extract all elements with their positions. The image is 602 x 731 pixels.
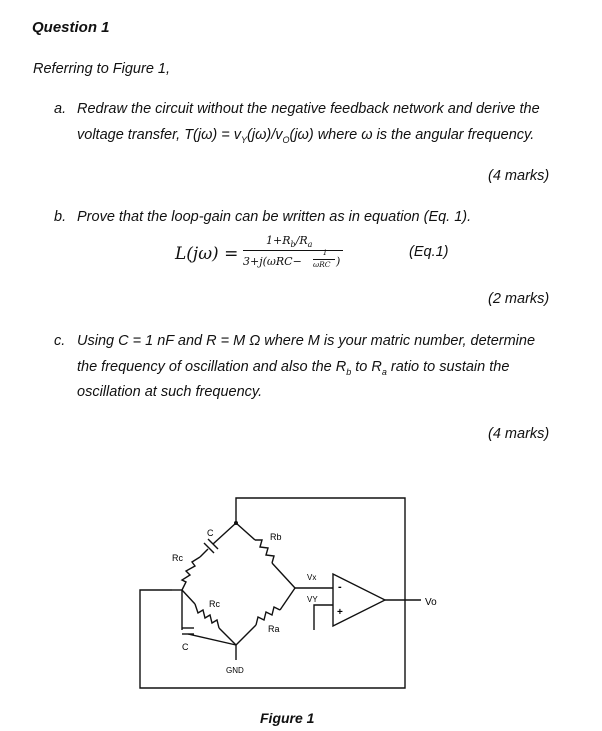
wire-tl-top [213, 523, 236, 544]
part-b-line1: Prove that the loop-gain can be written as in equation (Eq. 1). [77, 209, 472, 225]
question-title: Question 1 [32, 19, 110, 36]
wire-bottom-feedback [140, 590, 405, 688]
part-a-marks: (4 marks) [488, 168, 550, 184]
equation-numerator: $1+R_b/R_a$ [266, 234, 313, 250]
part-b-marks: (2 marks) [488, 291, 550, 307]
wire-br-a [236, 625, 256, 645]
label-c-top: C [207, 528, 214, 538]
part-c-line2: the frequency of oscillation and also the $R_b$ to $R_a$ ratio to sustain the [77, 359, 510, 377]
label-gnd: GND [226, 666, 244, 675]
part-a-line1: Redraw the circuit without the negative feedback network and derive the [77, 101, 540, 117]
label-c-bottom: C [182, 642, 189, 652]
node-top [234, 521, 238, 525]
wire-br-b [280, 588, 295, 610]
part-c-line3: oscillation at such frequency. [77, 384, 263, 400]
part-c-line1: Using C = 1 nF and R = M Ω where M is your matric number, determine [77, 333, 536, 349]
label-vx: Vx [307, 573, 317, 582]
resistor-ra [256, 607, 280, 625]
part-c-label: c. [54, 333, 66, 349]
intro-text: Referring to Figure 1, [33, 61, 171, 77]
wire-bl-cap-b [188, 634, 236, 645]
part-b-label: b. [54, 209, 67, 225]
equation-close-paren: ) [336, 255, 341, 268]
part-a-label: a. [54, 101, 67, 117]
wire-bl-a [182, 590, 195, 604]
label-rb: Rb [270, 532, 282, 542]
part-a-line2: voltage transfer, $T(j\omega) = v_Y(j\omega)/v_O(j\omega)$ where ω is the angular frequency. [77, 127, 535, 145]
resistor-rc-top [182, 557, 200, 590]
label-ra: Ra [268, 624, 280, 634]
wire-top-feedback [236, 498, 405, 600]
equation-inner-den: ωRC [313, 260, 331, 269]
equation-denominator: 3+j(ωRC− [243, 255, 302, 268]
label-vy: VY [307, 595, 318, 604]
wire-tr-a [236, 523, 255, 540]
equation-label: (Eq.1) [409, 244, 449, 260]
equation-lhs: L(jω) = [175, 244, 239, 264]
wire-plus [314, 605, 333, 610]
label-rc-top: Rc [172, 553, 183, 563]
label-opamp-minus: - [338, 581, 342, 593]
label-opamp-plus: + [337, 607, 343, 618]
wire-tr-b [272, 563, 295, 588]
resistor-rb [255, 540, 274, 563]
wire-tl-mid [200, 549, 208, 557]
part-c-marks: (4 marks) [488, 426, 550, 442]
equation-inner-num: 1 [322, 248, 328, 257]
label-vo: Vo [425, 597, 437, 608]
label-rc-bottom: Rc [209, 599, 220, 609]
figure-caption: Figure 1 [260, 710, 315, 726]
